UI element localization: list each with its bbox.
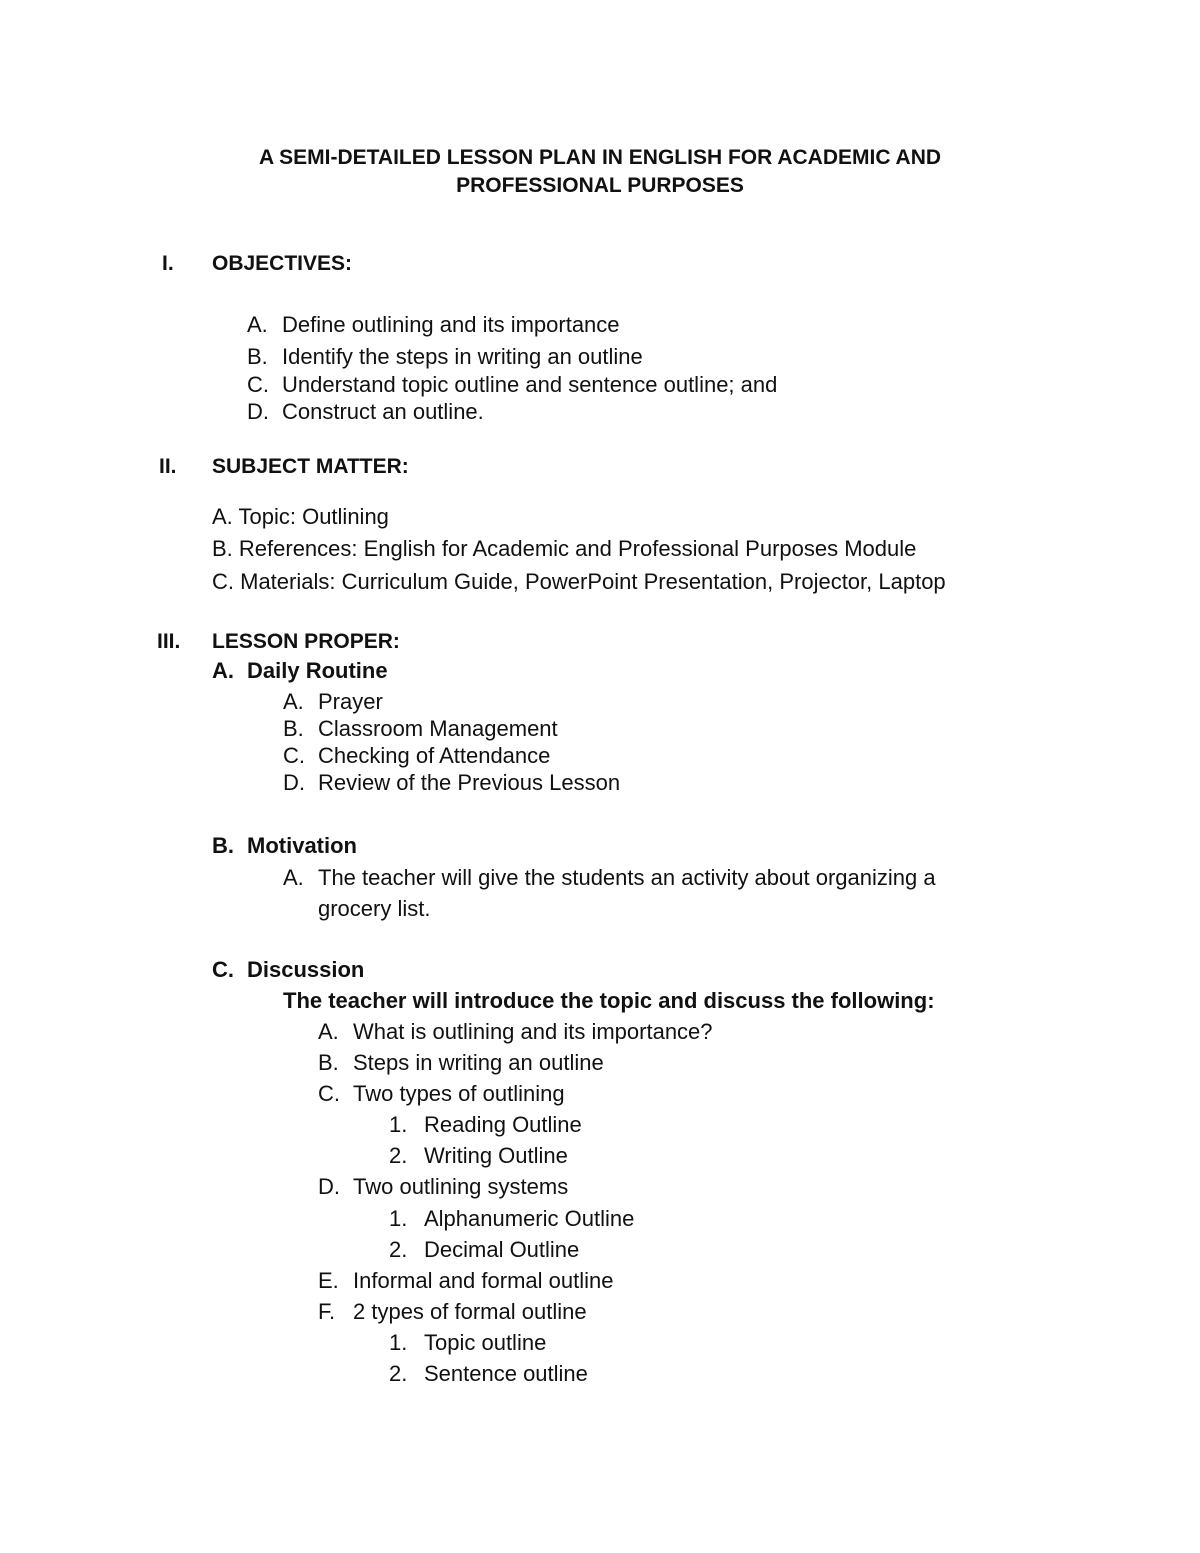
discussion-sub-number: 1. [389,1112,408,1137]
subject-matter-materials: C. Materials: Curriculum Guide, PowerPoint Presentation, Projector, Laptop [212,569,946,594]
subsection-heading-daily-routine: Daily Routine [247,658,388,683]
section-number-subject-matter: II. [159,455,177,478]
objective-text: Define outlining and its importance [282,312,620,337]
discussion-sub-number: 2. [389,1143,408,1168]
subsection-letter-motivation: B. [212,833,234,858]
discussion-letter: B. [318,1050,339,1075]
discussion-item: What is outlining and its importance? [353,1019,713,1044]
section-number-objectives: I. [162,252,174,275]
subsection-letter-discussion: C. [212,957,234,982]
document-title-line-2: PROFESSIONAL PURPOSES [456,174,744,197]
objective-text: Understand topic outline and sentence outline; and [282,372,778,397]
daily-routine-letter: A. [283,689,304,714]
daily-routine-item: Classroom Management [318,716,558,741]
objective-letter: C. [247,372,269,397]
discussion-letter: D. [318,1174,340,1199]
section-heading-subject-matter: SUBJECT MATTER: [212,455,409,478]
discussion-sub-item: Sentence outline [424,1361,588,1386]
discussion-letter: C. [318,1081,340,1106]
subsection-heading-discussion: Discussion [247,957,365,982]
discussion-sub-item: Reading Outline [424,1112,582,1137]
daily-routine-letter: B. [283,716,304,741]
section-heading-objectives: OBJECTIVES: [212,252,353,275]
section-number-lesson-proper: III. [157,630,181,653]
discussion-intro: The teacher will introduce the topic and discuss the following: [283,988,935,1013]
discussion-letter: A. [318,1019,339,1044]
daily-routine-letter: C. [283,743,305,768]
objective-letter: B. [247,344,268,369]
subject-matter-references: B. References: English for Academic and Professional Purposes Module [212,536,917,561]
discussion-item: 2 types of formal outline [353,1299,587,1324]
discussion-item: Two types of outlining [353,1081,565,1106]
daily-routine-item: Checking of Attendance [318,743,551,768]
discussion-sub-number: 2. [389,1237,408,1262]
discussion-item: Steps in writing an outline [353,1050,604,1075]
section-heading-lesson-proper: LESSON PROPER: [212,630,400,653]
objective-text: Construct an outline. [282,399,484,424]
subject-matter-topic: A. Topic: Outlining [212,504,389,529]
document-title-line-1: A SEMI-DETAILED LESSON PLAN IN ENGLISH FOR ACADEMIC AND [258,146,942,169]
discussion-item: Informal and formal outline [353,1268,614,1293]
objective-text: Identify the steps in writing an outline [282,344,643,369]
discussion-sub-item: Decimal Outline [424,1237,580,1262]
discussion-sub-number: 1. [389,1206,408,1231]
discussion-sub-number: 2. [389,1361,408,1386]
objective-letter: A. [247,312,268,337]
motivation-item-line-2: grocery list. [318,896,431,921]
discussion-item: Two outlining systems [353,1174,569,1199]
motivation-item-letter: A. [283,865,304,890]
discussion-letter: F. [318,1299,336,1324]
motivation-item-line-1: The teacher will give the students an activity about organizing a [318,865,936,890]
discussion-sub-number: 1. [389,1330,408,1355]
daily-routine-item: Prayer [318,689,383,714]
discussion-letter: E. [318,1268,339,1293]
discussion-sub-item: Topic outline [424,1330,547,1355]
subsection-letter-daily-routine: A. [212,658,234,683]
discussion-sub-item: Alphanumeric Outline [424,1206,635,1231]
objective-letter: D. [247,399,269,424]
daily-routine-item: Review of the Previous Lesson [318,770,621,795]
daily-routine-letter: D. [283,770,305,795]
discussion-sub-item: Writing Outline [424,1143,568,1168]
subsection-heading-motivation: Motivation [247,833,357,858]
